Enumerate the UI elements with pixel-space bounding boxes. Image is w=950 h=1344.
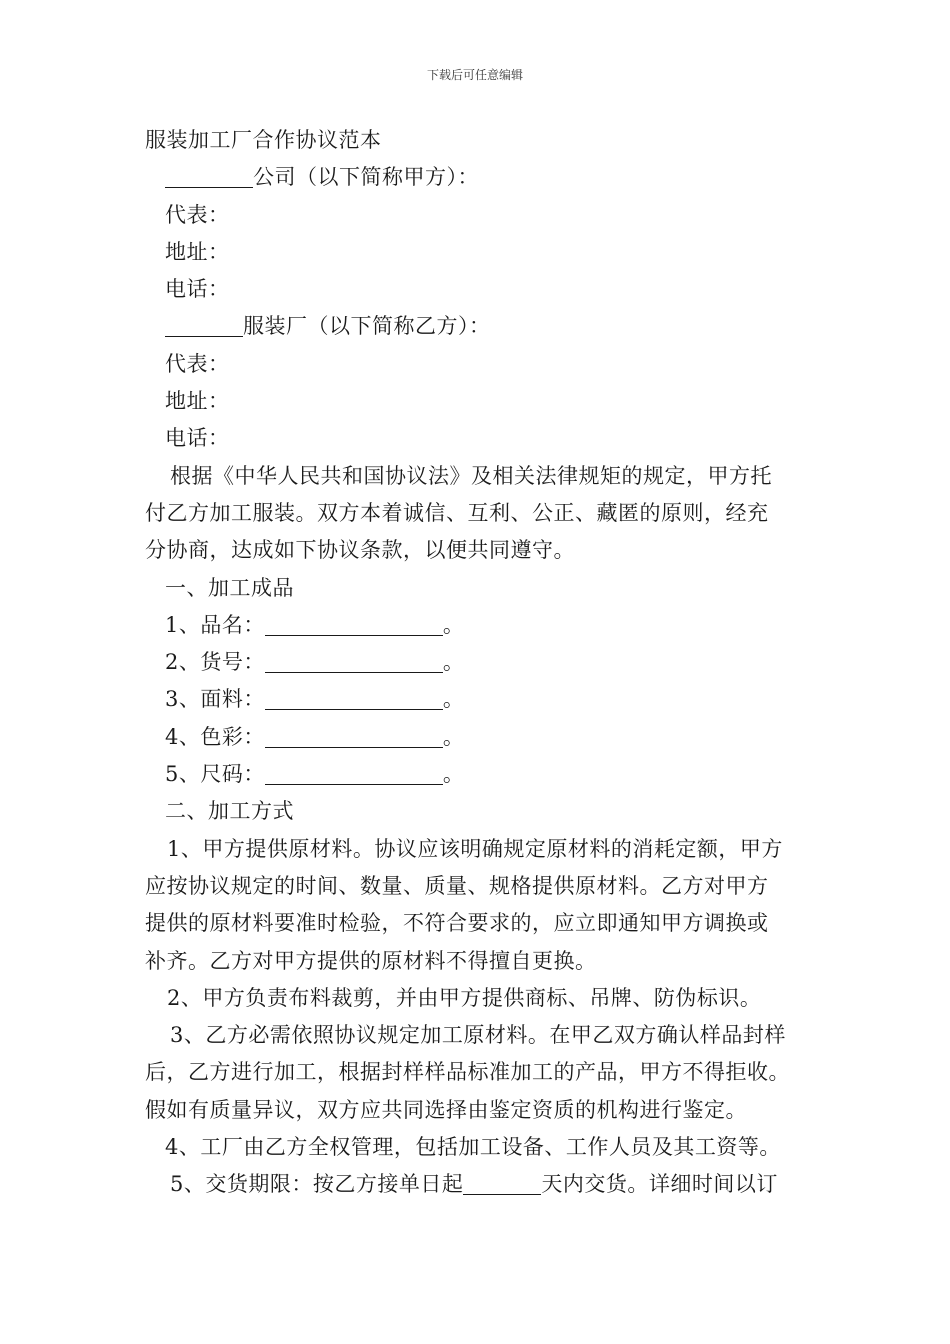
item-blank (265, 725, 443, 748)
party-b-phone: 电话： (165, 426, 230, 451)
party-b-addr: 地址： (165, 389, 230, 414)
item-end: 。 (442, 650, 465, 675)
delivery-days-blank (463, 1172, 541, 1195)
item-label: 2、货号： (165, 650, 265, 675)
party-a-phone: 电话： (165, 277, 230, 302)
party-b-intro-text: 服装厂（以下简称乙方）： (243, 314, 491, 339)
item-label: 1、品名： (165, 612, 265, 637)
party-a-name-blank (165, 165, 253, 188)
section1-item (145, 681, 825, 718)
section1-heading: 一、加工成品 (165, 575, 294, 600)
clause-1-line: 1、甲方提供原材料。协议应该明确规定原材料的消耗定额，甲方 (167, 836, 783, 861)
section1-item (145, 607, 825, 644)
item-end: 。 (442, 687, 465, 712)
section1-item (145, 719, 825, 756)
clause-3-line: 后，乙方进行加工，根据封样样品标准加工的产品，甲方不得拒收。 (145, 1060, 790, 1085)
clause-5 (145, 1166, 825, 1203)
item-label: 4、色彩： (165, 724, 265, 749)
section1-item (145, 644, 825, 681)
item-blank (265, 650, 443, 673)
section1-item (145, 756, 825, 793)
clause-2: 2、甲方负责布料裁剪，并由甲方提供商标、吊牌、防伪标识。 (167, 985, 762, 1010)
party-a-intro-text: 公司（以下简称甲方）： (253, 165, 479, 190)
clause-3-line: 3、乙方必需依照协议规定加工原材料。在甲乙双方确认样品封样 (170, 1023, 786, 1048)
party-a-intro (145, 159, 825, 196)
document-title: 服装加工厂合作协议范本 (145, 128, 382, 152)
party-b-rep: 代表： (165, 351, 230, 376)
page-header-note: 下载后可任意编辑 (426, 68, 523, 82)
clause-4: 4、工厂由乙方全权管理，包括加工设备、工作人员及其工资等。 (165, 1135, 781, 1160)
section2-heading: 二、加工方式 (165, 799, 294, 824)
clause-3-line: 假如有质量异议，双方应共同选择由鉴定资质的机构进行鉴定。 (145, 1097, 747, 1122)
preamble-line: 付乙方加工服装。双方本着诚信、互利、公正、藏匿的原则，经充 (145, 500, 769, 525)
clause-5-text-before: 5、交货期限：按乙方接单日起 (170, 1172, 464, 1197)
item-end: 。 (442, 762, 465, 787)
party-b-name-blank (165, 314, 243, 337)
preamble-line: 分协商，达成如下协议条款，以便共同遵守。 (145, 538, 575, 563)
item-label: 3、面料： (165, 687, 265, 712)
preamble-line: 根据《中华人民共和国协议法》及相关法律规矩的规定，甲方托 (170, 463, 772, 488)
contract-body (145, 122, 825, 1204)
party-b-intro (145, 308, 825, 345)
item-blank (265, 762, 443, 785)
item-end: 。 (442, 724, 465, 749)
clause-5-text-after: 天内交货。详细时间以订 (541, 1172, 778, 1197)
item-end: 。 (442, 612, 465, 637)
party-a-rep: 代表： (165, 202, 230, 227)
item-blank (265, 613, 443, 636)
clause-1-line: 提供的原材料要准时检验，不符合要求的，应立即通知甲方调换或 (145, 911, 769, 936)
party-a-addr: 地址： (165, 239, 230, 264)
item-blank (265, 687, 443, 710)
clause-1-line: 应按协议规定的时间、数量、质量、规格提供原材料。乙方对甲方 (145, 873, 769, 898)
item-label: 5、尺码： (165, 762, 265, 787)
clause-1-line: 补齐。乙方对甲方提供的原材料不得擅自更换。 (145, 948, 597, 973)
